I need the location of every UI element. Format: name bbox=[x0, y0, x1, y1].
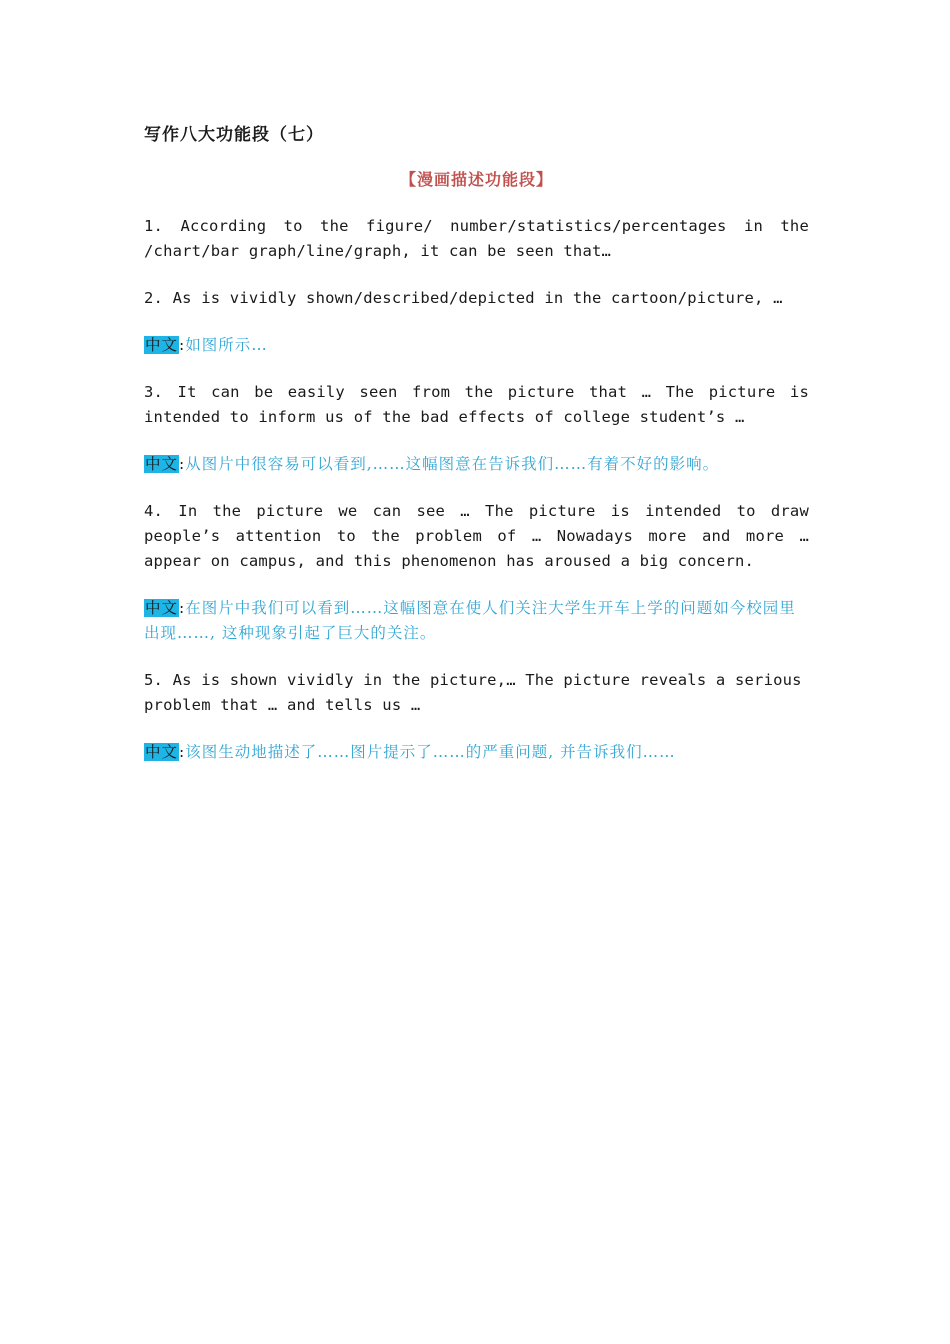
chinese-text-4: 在图片中我们可以看到……这幅图意在使人们关注大学生开车上学的问题如今校园里出现……, 这种现象引起了巨大的关注。 bbox=[144, 599, 796, 642]
tag-colon: : bbox=[179, 336, 186, 354]
english-sentence-3: 3. It can be easily seen from the picture that … The picture is intended to inform us of the bad effects of college student’s … bbox=[144, 383, 809, 426]
chinese-translation-3 bbox=[144, 452, 809, 477]
english-sentence-4: 4. In the picture we can see … The picture is intended to draw people’s attention to the problem of … Nowadays more and more … appear on campus, and this phenomenon has aroused a big concern. bbox=[144, 502, 809, 570]
chinese-text-5: 该图生动地描述了……图片提示了……的严重问题, 并告诉我们…… bbox=[185, 743, 676, 761]
chinese-tag: 中文 bbox=[145, 599, 179, 617]
english-sentence-5: 5. As is shown vividly in the picture,… The picture reveals a serious problem that … and tells us … bbox=[144, 671, 802, 714]
chinese-tag: 中文 bbox=[145, 336, 179, 354]
english-sentence-1: 1. According to the figure/ number/statistics/percentages in the /chart/bar graph/line/graph, it can be seen that… bbox=[144, 217, 809, 260]
chinese-tag: 中文 bbox=[145, 743, 179, 761]
chinese-translation-2 bbox=[144, 333, 809, 358]
chinese-translation-4 bbox=[144, 596, 809, 646]
chinese-tag: 中文 bbox=[145, 455, 179, 473]
document-page bbox=[144, 120, 809, 787]
chinese-text-3: 从图片中很容易可以看到,……这幅图意在告诉我们……有着不好的影响。 bbox=[185, 455, 720, 473]
tag-colon: : bbox=[179, 599, 186, 617]
document-title: 写作八大功能段（七） bbox=[144, 125, 324, 145]
section-heading: 【漫画描述功能段】 bbox=[399, 170, 553, 189]
tag-colon: : bbox=[179, 455, 186, 473]
tag-colon: : bbox=[179, 743, 186, 761]
english-sentence-2: 2. As is vividly shown/described/depicted in the cartoon/picture, … bbox=[144, 289, 783, 307]
chinese-text-2: 如图所示… bbox=[185, 336, 268, 354]
chinese-translation-5 bbox=[144, 740, 809, 765]
